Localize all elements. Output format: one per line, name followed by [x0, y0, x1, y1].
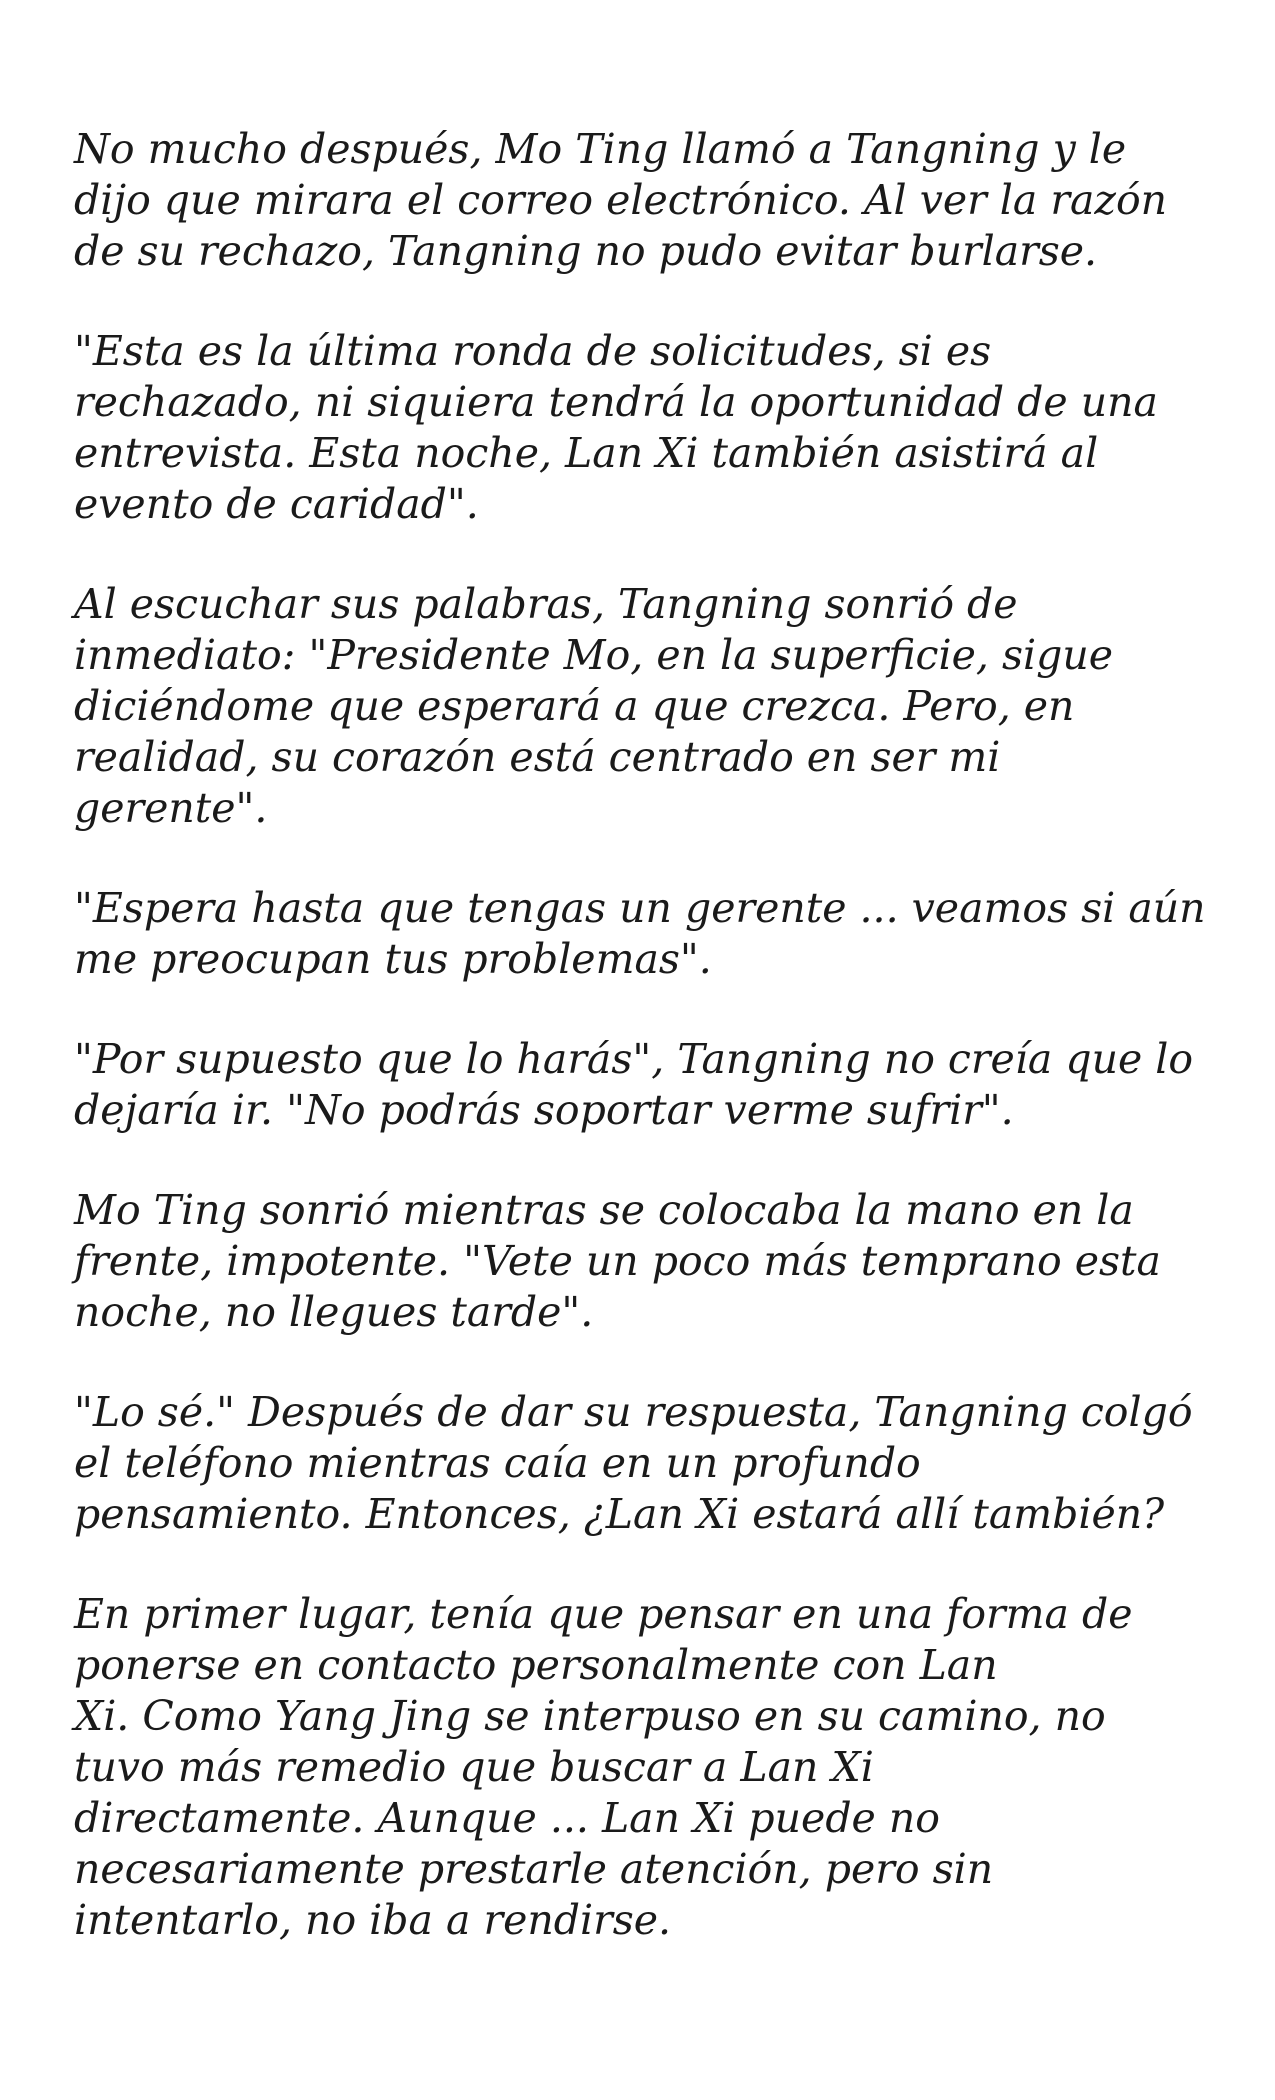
text-line: dijo que mirara el correo electrónico. Al ver la razón: [74, 176, 1168, 224]
text-line: gerente".: [74, 784, 268, 832]
text-line: No mucho después, Mo Ting llamó a Tangning y le: [74, 125, 1127, 173]
text-line: evento de caridad".: [74, 480, 479, 528]
text-line: directamente. Aunque ... Lan Xi puede no: [74, 1794, 940, 1842]
text-line: entrevista. Esta noche, Lan Xi también asistirá al: [74, 429, 1099, 477]
text-line: el teléfono mientras caía en un profundo: [74, 1439, 921, 1487]
text-line: "Por supuesto que lo harás", Tangning no creía que lo: [74, 1035, 1194, 1083]
text-line: intentarlo, no iba a rendirse.: [74, 1896, 672, 1944]
text-line: En primer lugar, tenía que pensar en una forma de: [74, 1590, 1133, 1638]
text-line: "Esta es la última ronda de solicitudes, si es: [74, 327, 992, 375]
text-line: Al escuchar sus palabras, Tangning sonrió de: [74, 580, 1018, 628]
text-line: necesariamente prestarle atención, pero sin: [74, 1845, 994, 1893]
story-text: [74, 124, 1224, 1995]
text-line: noche, no llegues tarde".: [74, 1288, 594, 1336]
paragraph-3: [74, 579, 1224, 834]
paragraph-7: [74, 1387, 1224, 1540]
paragraph-4: [74, 883, 1224, 985]
paragraph-6: [74, 1185, 1224, 1338]
text-line: frente, impotente. "Vete un poco más temprano esta: [74, 1237, 1161, 1285]
text-line: tuvo más remedio que buscar a Lan Xi: [74, 1743, 874, 1791]
text-line: "Lo sé." Después de dar su respuesta, Tangning colgó: [74, 1388, 1193, 1436]
text-line: inmediato: "Presidente Mo, en la superficie, sigue: [74, 631, 1114, 679]
text-line: dejaría ir. "No podrás soportar verme sufrir".: [74, 1086, 1014, 1134]
text-line: Mo Ting sonrió mientras se colocaba la mano en la: [74, 1186, 1134, 1234]
text-line: me preocupan tus problemas".: [74, 935, 712, 983]
text-line: "Espera hasta que tengas un gerente ... veamos si aún: [74, 884, 1206, 932]
text-line: pensamiento. Entonces, ¿Lan Xi estará allí también?: [74, 1490, 1165, 1538]
text-line: de su rechazo, Tangning no pudo evitar burlarse.: [74, 227, 1098, 275]
paragraph-5: [74, 1034, 1224, 1136]
paragraph-8: [74, 1589, 1224, 1946]
text-line: rechazado, ni siquiera tendrá la oportunidad de una: [74, 378, 1158, 426]
text-line: ponerse en contacto personalmente con Lan: [74, 1641, 998, 1689]
paragraph-1: [74, 124, 1224, 277]
paragraph-2: [74, 326, 1224, 530]
text-line: realidad, su corazón está centrado en ser mi: [74, 733, 1001, 781]
text-line: Xi. Como Yang Jing se interpuso en su camino, no: [74, 1692, 1106, 1740]
text-line: diciéndome que esperará a que crezca. Pero, en: [74, 682, 1075, 730]
